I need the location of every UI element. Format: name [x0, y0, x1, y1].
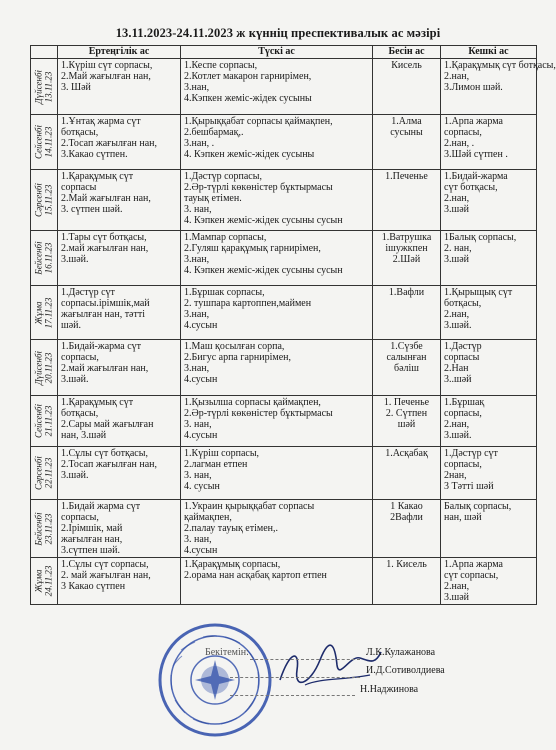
header-day — [31, 46, 58, 59]
day-date: 14.11.23 — [43, 126, 53, 158]
snack-cell — [373, 558, 441, 605]
menu-item: 2. май жағылған нан, — [61, 570, 151, 581]
day-name: Дүйсенбі — [33, 350, 44, 385]
menu-item: 1.Дәстүр сорпасы, — [184, 171, 262, 182]
menu-item: 2.Тосап жағылған нан, — [61, 459, 158, 470]
snack-cell — [373, 396, 441, 447]
menu-table-body — [31, 59, 556, 605]
day-date: 13.11.23 — [43, 71, 53, 102]
menu-item: 4. Кэпкен жеміс-жідек сусыны сусын — [184, 215, 343, 226]
menu-item: 2.Бигус арпа гарнирімен, — [184, 352, 292, 363]
menu-item: 2. Сүтпен — [385, 408, 428, 419]
day-name: Сейсенбі — [33, 404, 44, 438]
menu-item: 1.Дәстүр сүт — [444, 448, 498, 459]
menu-item: 3.шәй. — [61, 254, 89, 265]
menu-item: 1.Сұлы сүт ботқасы, — [61, 448, 148, 459]
menu-item: 2.нан, — [444, 419, 470, 430]
menu-item: 1.Маш қосылған сорпа, — [184, 341, 285, 352]
menu-item: 2.нан, — [444, 71, 470, 82]
table-row — [31, 396, 537, 447]
day-date: 22.11.23 — [43, 457, 53, 489]
menu-item: 4. сусын — [184, 481, 220, 492]
day-name: Жұма — [33, 301, 44, 324]
menu-item: сорпасы, — [444, 459, 482, 470]
menu-item: сорпасы, — [444, 127, 482, 138]
lunch-cell — [181, 558, 373, 605]
menu-item: Балық сорпасы, — [444, 501, 512, 512]
table-row — [31, 59, 537, 115]
signer-name-2: И.Д.Сотиволдиева — [366, 665, 445, 676]
menu-item: 3.Лимон шәй. — [444, 82, 503, 93]
menu-item: 1.Алма — [391, 116, 422, 127]
menu-item: 2.Шәй — [392, 254, 421, 265]
day-label — [35, 566, 54, 597]
menu-item: 2.Тосап жағылған нан, — [61, 138, 158, 149]
day-label — [35, 69, 54, 103]
day-cell — [31, 558, 58, 605]
snack-cell — [373, 500, 441, 558]
menu-item: 1.Сұлы сүт сорпасы, — [61, 559, 149, 570]
lunch-cell — [181, 59, 373, 115]
header-dinner: Кешкі ас — [441, 46, 537, 59]
menu-item: 1.Дәстүр — [444, 341, 482, 352]
menu-item: 3.нан, — [184, 363, 210, 374]
menu-item: 3. нан, — [184, 470, 212, 481]
menu-item: 3.шәй. — [61, 374, 89, 385]
day-cell — [31, 500, 58, 558]
menu-item: салынған — [386, 352, 427, 363]
menu-item: 1.Ватрушка — [381, 232, 432, 243]
menu-item: 2.лагман етпен — [184, 459, 248, 470]
dinner-cell — [441, 500, 537, 558]
day-name: Жұма — [33, 569, 44, 593]
day-label — [35, 512, 54, 545]
menu-item: тауық етімен. — [184, 193, 242, 204]
day-cell — [31, 396, 58, 447]
day-date: 20.11.23 — [43, 352, 53, 383]
menu-item: 2.Сары май жағылған — [61, 419, 154, 430]
menu-item: 1. Печенье — [383, 397, 430, 408]
menu-item: 3. нан, — [184, 419, 212, 430]
menu-item: 3 Тәтті шәй — [444, 481, 494, 492]
menu-item: 2.Май жағылған нан, — [61, 71, 151, 82]
menu-item: 3.шәй. — [61, 470, 89, 481]
menu-item: 2.нан, — [444, 581, 470, 592]
menu-item: 2.палау тауық етімен,. — [184, 523, 279, 534]
menu-item: 4.сусын — [184, 374, 218, 385]
menu-item: 1.Мампар сорпасы, — [184, 232, 267, 243]
snack-cell — [373, 340, 441, 396]
lunch-cell — [181, 340, 373, 396]
menu-item: 3.шәй — [444, 254, 469, 265]
menu-item: сорпасы — [61, 182, 97, 193]
breakfast-cell — [58, 231, 181, 286]
menu-item: 2.Май жағылған нан, — [61, 193, 151, 204]
lunch-cell — [181, 115, 373, 170]
snack-cell — [373, 170, 441, 231]
menu-item: 2.май жағылған нан, — [61, 363, 149, 374]
menu-item: қаймақпен, — [184, 512, 232, 523]
menu-item: 2.Ірімшік, май — [61, 523, 123, 534]
menu-item: сорпасы, — [61, 352, 99, 363]
signer-name-1: Л.К.Кулажанова — [366, 647, 436, 658]
lunch-cell — [181, 170, 373, 231]
breakfast-cell — [58, 59, 181, 115]
menu-item: 3.нан, . — [184, 138, 215, 149]
day-cell — [31, 115, 58, 170]
lunch-cell — [181, 286, 373, 340]
day-cell — [31, 447, 58, 500]
menu-item: 3..шәй — [444, 374, 472, 385]
menu-item: 4. Кэпкен жеміс-жідек сусыны — [184, 149, 315, 160]
menu-item: 1.Қарақұмық сорпасы, — [184, 559, 281, 570]
menu-item: 3 Какао сүтпен — [61, 581, 126, 592]
menu-item: 1.Печенье — [385, 171, 428, 182]
menu-item: ботқасы, — [61, 127, 99, 138]
table-row — [31, 286, 537, 340]
dinner-cell — [441, 396, 537, 447]
day-name: Сәрсенбі — [33, 183, 44, 217]
menu-item: 1.Бұршак сорпасы, — [184, 287, 265, 298]
lunch-cell — [181, 396, 373, 447]
menu-item: 2.бешбармақ,. — [184, 127, 244, 138]
menu-item: 3. сүтпен шәй. — [61, 204, 123, 215]
menu-item: 3.шәй. — [444, 430, 472, 441]
menu-item: нан, 3.шәй — [61, 430, 107, 441]
menu-item: 1.Қызылша сорпасы қаймақпен, — [184, 397, 321, 408]
menu-item: 2.нан, — [444, 193, 470, 204]
menu-item: сусыны — [390, 127, 423, 138]
dinner-cell — [441, 558, 537, 605]
table-row — [31, 340, 537, 396]
table-row — [31, 115, 537, 170]
menu-item: сорпасы — [444, 352, 480, 363]
menu-item: 2нан, — [444, 470, 467, 481]
menu-item: 1.Бидай-жарма — [444, 171, 508, 182]
menu-item: 4.сусын — [184, 545, 218, 556]
menu-item: 1.Қырыққабат сорпасы қаймақпен, — [184, 116, 333, 127]
menu-item: 1.Кеспе сорпасы, — [184, 60, 258, 71]
menu-item: 1 Какао — [390, 501, 423, 512]
menu-item: 3.шәй — [444, 204, 469, 215]
header-breakfast: Ертеңгілік ас — [58, 46, 181, 59]
day-date: 24.11.23 — [43, 565, 53, 597]
snack-cell — [373, 115, 441, 170]
dinner-cell — [441, 447, 537, 500]
document-title: 13.11.2023-24.11.2023 ж күнніц преспективалык ас мәзірі — [115, 26, 441, 40]
menu-item: 1.Украин қырыққабат сорпасы — [184, 501, 315, 512]
dinner-cell — [441, 115, 537, 170]
breakfast-cell — [58, 286, 181, 340]
menu-item: 3.нан, — [184, 82, 210, 93]
menu-item: 3. нан, — [184, 534, 212, 545]
menu-item: 3.нан, — [184, 309, 210, 320]
lunch-cell — [181, 231, 373, 286]
menu-item: Кисель — [391, 60, 422, 71]
menu-item: ботқасы, — [61, 408, 99, 419]
menu-item: ішужкпен — [385, 243, 428, 254]
menu-item: 3.Какао сүтпен. — [61, 149, 128, 160]
dinner-cell — [441, 59, 556, 115]
day-cell — [31, 59, 58, 115]
dinner-cell — [441, 286, 537, 340]
day-name: Дүйсенбі — [33, 69, 44, 104]
official-stamp — [155, 620, 275, 740]
day-date: 15.11.23 — [43, 184, 53, 216]
table-header-row — [31, 46, 537, 59]
menu-item: 1.Асқабақ — [385, 448, 428, 459]
menu-item: 1. Кисель — [386, 559, 427, 570]
day-date: 17.11.23 — [43, 297, 53, 328]
menu-item: нан, шәй — [444, 512, 482, 523]
menu-item: шәй. — [61, 320, 81, 331]
menu-item: 2.нан, — [444, 309, 470, 320]
menu-item: жағылған нан, — [61, 534, 123, 545]
day-label — [35, 125, 54, 159]
menu-item: бәліш — [394, 363, 419, 374]
approval-label: Бекітемін: — [205, 647, 249, 658]
menu-item: сорпасы, — [444, 408, 482, 419]
menu-item: 1.Қырыщық сүт — [444, 287, 513, 298]
breakfast-cell — [58, 500, 181, 558]
menu-item: шәй — [397, 419, 416, 430]
breakfast-cell — [58, 170, 181, 231]
menu-item: ботқасы, — [444, 298, 482, 309]
day-label — [35, 456, 54, 490]
signature-line-2 — [230, 677, 360, 678]
menu-item: 2.май жағылған нан, — [61, 243, 149, 254]
table-row — [31, 170, 537, 231]
menu-item: 4.сусын — [184, 430, 218, 441]
breakfast-cell — [58, 558, 181, 605]
table-row — [31, 231, 537, 286]
menu-item: 4.сусын — [184, 320, 218, 331]
menu-item: 1.Сүзбе — [390, 341, 423, 352]
menu-item: 1.Дәстүр сүт — [61, 287, 115, 298]
day-date: 16.11.23 — [43, 242, 53, 274]
day-label — [35, 297, 54, 328]
menu-item: жағылған нан, тәтті — [61, 309, 146, 320]
menu-item: 3.шәй — [444, 592, 469, 603]
menu-item: 3.шәй. — [444, 320, 472, 331]
menu-item: сүт сорпасы, — [444, 570, 499, 581]
day-cell — [31, 286, 58, 340]
day-name: Сейсенбі — [33, 125, 44, 159]
table-row — [31, 500, 537, 558]
day-name: Сәрсенбі — [33, 456, 44, 490]
menu-item: 1.Вафли — [388, 287, 425, 298]
menu-item: сорпасы.ірімшік,май — [61, 298, 150, 309]
menu-item: 3. Шәй — [61, 82, 91, 93]
menu-item: 3.нан, — [184, 254, 210, 265]
menu-item: 1.Бұршақ — [444, 397, 485, 408]
breakfast-cell — [58, 115, 181, 170]
menu-item: 1.Арпа жарма — [444, 559, 503, 570]
signature-line-1 — [250, 659, 360, 660]
day-date: 21.11.23 — [43, 405, 53, 437]
menu-item: 2Вафли — [390, 512, 423, 523]
dinner-cell — [441, 231, 537, 286]
signature-area — [0, 620, 556, 750]
breakfast-cell — [58, 396, 181, 447]
menu-item: 2.нан, . — [444, 138, 475, 149]
menu-item: 4. Кэпкен жеміс-жідек сусыны сусын — [184, 265, 343, 276]
signer-name-3: Н.Наджинова — [360, 684, 419, 695]
day-name: Бейсенбі — [33, 241, 44, 275]
dinner-cell — [441, 340, 537, 396]
menu-item: 1.Күріш сорпасы, — [184, 448, 260, 459]
day-cell — [31, 170, 58, 231]
menu-item: 3.сүтпен шәй. — [61, 545, 120, 556]
breakfast-cell — [58, 340, 181, 396]
menu-item: 1.Қарақұмық сүт ботқасы, — [444, 60, 556, 71]
lunch-cell — [181, 500, 373, 558]
dinner-cell — [441, 170, 537, 231]
day-name: Бейсенбі — [33, 511, 44, 546]
lunch-cell — [181, 447, 373, 500]
menu-item: 2.Котлет макарон гарнирімен, — [184, 71, 312, 82]
menu-item: 3. нан, — [184, 204, 212, 215]
menu-item: 2.орама нан асқабақ картоп етпен — [184, 570, 327, 581]
menu-item: 1.Ұнтақ жарма сүт — [61, 116, 141, 127]
menu-item: 1.Қарақұмық сүт — [61, 171, 134, 182]
menu-item: 2.Гуляш қарақұмық гарнирімен, — [184, 243, 321, 254]
day-date: 23.11.23 — [43, 513, 53, 544]
menu-item: сорпасы, — [61, 512, 99, 523]
day-label — [35, 350, 54, 384]
menu-item: 4.Кэпкен жеміс-жідек сусыны — [184, 93, 312, 104]
menu-item: 1.Бидай-жарма сүт — [61, 341, 142, 352]
menu-item: 1Балық сорпасы, — [444, 232, 517, 243]
menu-table — [30, 45, 556, 605]
snack-cell — [373, 447, 441, 500]
day-label — [35, 404, 54, 438]
day-label — [35, 241, 54, 274]
menu-item: 1.Бидай жарма сүт — [61, 501, 141, 512]
header-snack: Бесін ас — [373, 46, 441, 59]
menu-item: 1.Тары сүт ботқасы, — [61, 232, 147, 243]
day-cell — [31, 340, 58, 396]
menu-item: 2. нан, — [444, 243, 472, 254]
table-row — [31, 558, 537, 605]
day-cell — [31, 231, 58, 286]
snack-cell — [373, 286, 441, 340]
menu-item: сүт ботқасы, — [444, 182, 498, 193]
menu-item: 1.Қарақұмық сүт — [61, 397, 134, 408]
breakfast-cell — [58, 447, 181, 500]
snack-cell — [373, 231, 441, 286]
menu-item: 2. тушпара картоппен,маймен — [184, 298, 312, 309]
menu-item: 3.Шәй сүтпен . — [444, 149, 508, 160]
menu-item: 2.Нан — [444, 363, 469, 374]
header-lunch: Түскі ас — [181, 46, 373, 59]
day-label — [35, 183, 54, 217]
menu-item: 2.Әр-түрлі көкөністер бұктырмасы — [184, 182, 333, 193]
menu-item: 1.Арпа жарма — [444, 116, 503, 127]
signature-line-3 — [230, 695, 355, 696]
menu-item: 2.Әр-түрлі көкөністер бұктырмасы — [184, 408, 333, 419]
snack-cell — [373, 59, 441, 115]
table-row — [31, 447, 537, 500]
menu-item: 1.Күріш сүт сорпасы, — [61, 60, 153, 71]
